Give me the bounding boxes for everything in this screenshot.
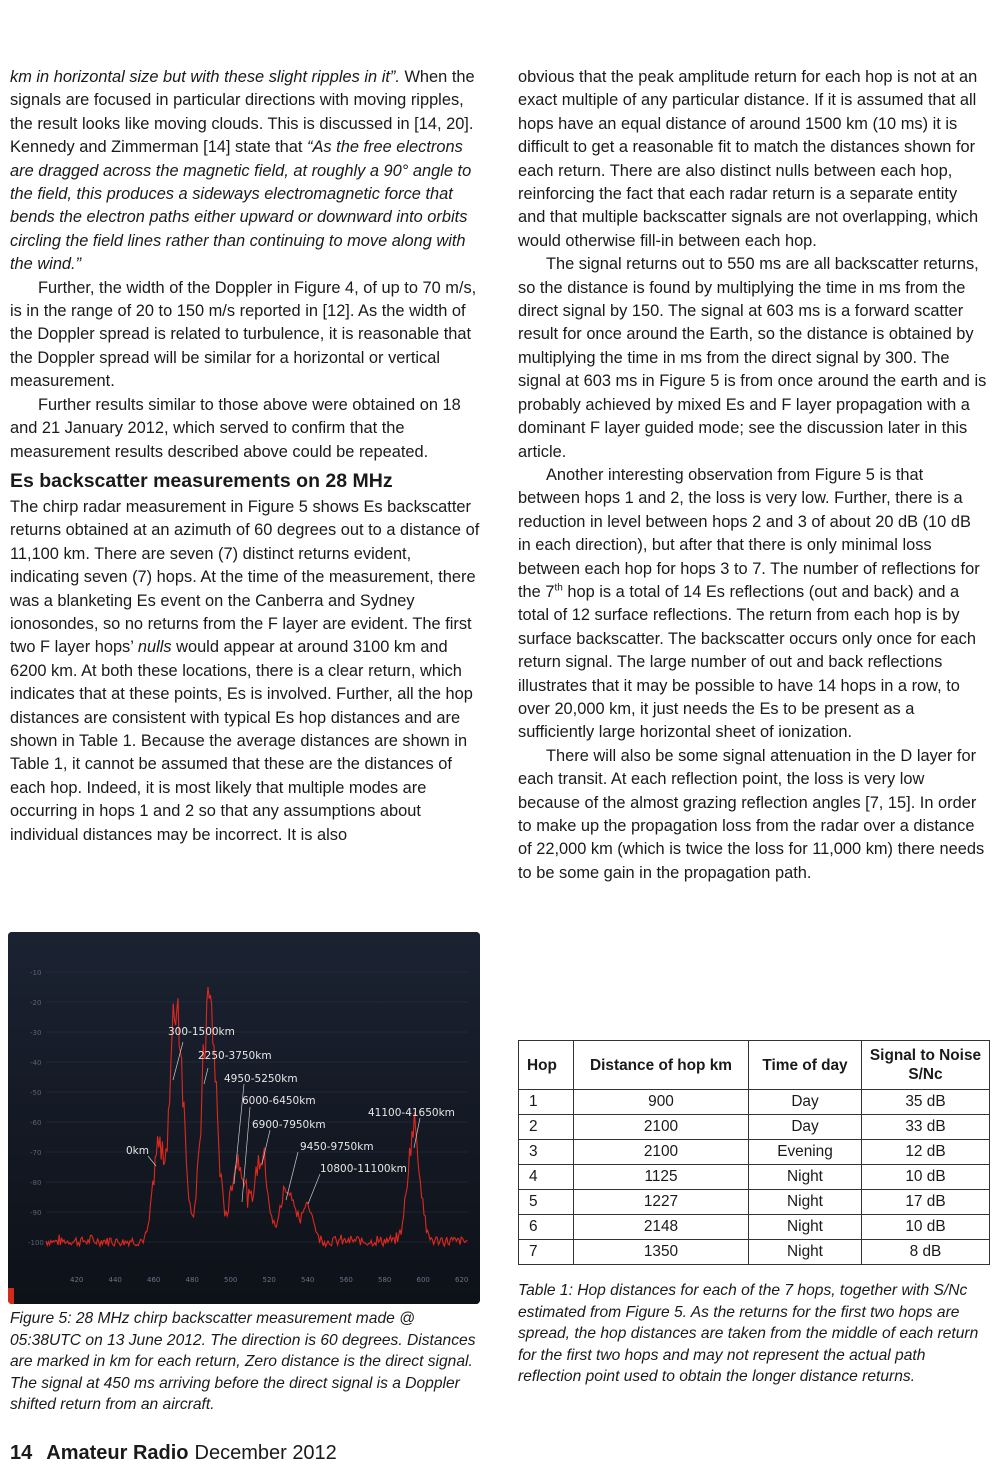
cell-distance: 1350 (574, 1240, 749, 1265)
hop-table-container (518, 1040, 990, 1265)
cell-distance: 2100 (574, 1140, 749, 1165)
text-fragment: would appear at around 3100 km and 6200 km. At both these locations, there is a clear return, which indicates that at these points, Es is involved. Further, all the hop distances are consistent with typical Es hop distances and are shown in Table 1. Because the average distances are shown in Table 1, it cannot be assumed that these are the distances of each hop. Indeed, it is most likely that multiple modes are occurring in hops 1 and 2 so that any assumptions about individual distances may be incorrect. It is also (10, 638, 473, 844)
table-row (519, 1090, 990, 1115)
cell-time: Night (749, 1165, 862, 1190)
cell-time: Evening (749, 1140, 862, 1165)
table-header-row (519, 1041, 990, 1090)
left-column (10, 66, 480, 847)
cell-snr: 8 dB (862, 1240, 990, 1265)
cell-hop: 5 (519, 1190, 574, 1215)
cell-hop: 7 (519, 1240, 574, 1265)
cell-time: Day (749, 1115, 862, 1140)
header-time: Time of day (749, 1041, 862, 1090)
cell-snr: 35 dB (862, 1090, 990, 1115)
x-tick-label: 620 (455, 1276, 469, 1284)
cell-snr: 10 dB (862, 1165, 990, 1190)
label-hop6: 9450-9750km (300, 1141, 374, 1153)
label-around-earth: 41100-41650km (368, 1107, 455, 1119)
header-snr: Signal to Noise S/Nc (862, 1041, 990, 1090)
label-hop1: 300-1500km (168, 1026, 235, 1038)
header-distance: Distance of hop km (574, 1041, 749, 1090)
quote: “As the free electrons are dragged across the magnetic field, at roughly a 90° angle to the field, this produces a sideways electromagnetic force that bends the electron paths either upward or downward into orbits circling the field lines rather than continuing to move along with the wind.” (10, 138, 472, 274)
svg-text:-90: -90 (30, 1209, 42, 1217)
cell-distance: 2100 (574, 1115, 749, 1140)
x-tick-label: 520 (262, 1276, 276, 1284)
cell-distance: 1125 (574, 1165, 749, 1190)
table-row (519, 1115, 990, 1140)
x-tick-label: 480 (185, 1276, 199, 1284)
paragraph: Further results similar to those above were obtained on 18 and 21 January 2012, which served to confirm that the measurement results described above could be repeated. (10, 395, 461, 461)
label-0km: 0km (126, 1145, 149, 1157)
svg-text:-80: -80 (30, 1179, 42, 1187)
label-hop2: 2250-3750km (198, 1050, 272, 1062)
svg-text:-10: -10 (30, 969, 42, 977)
x-tick-label: 540 (301, 1276, 315, 1284)
x-tick-label: 500 (224, 1276, 238, 1284)
paragraph: There will also be some signal attenuation in the D layer for each transit. At each reflection point, the loss is very low because of the almost grazing reflection angles [7, 15]. In order to make up the propagation loss from the radar over a distance of 22,000 km (which is twice the loss for 11,000 km) there needs to be some gain in the propagation path. (518, 746, 985, 882)
text-fragment: When the signals are focused in particular directions with moving ripples, the result looks like moving clouds. This is discussed in [14, 20]. Kennedy and Zimmerman [14] state that (10, 68, 475, 157)
svg-text:-70: -70 (30, 1149, 42, 1157)
paragraph (518, 464, 988, 745)
table-row (519, 1215, 990, 1240)
cell-time: Day (749, 1090, 862, 1115)
cell-time: Night (749, 1190, 862, 1215)
cell-time: Night (749, 1215, 862, 1240)
radar-svg (8, 932, 480, 1304)
cell-snr: 12 dB (862, 1140, 990, 1165)
cell-time: Night (749, 1240, 862, 1265)
issue-date: December 2012 (194, 1442, 337, 1464)
hop-table (518, 1040, 990, 1265)
paragraph: The signal returns out to 550 ms are all backscatter returns, so the distance is found by multiplying the time in ms from the direct signal by 150. The signal at 603 ms is a forward scatter result for once around the Earth, so the distance is obtained by multiplying the time in ms from the direct signal by 300. The signal at 603 ms in Figure 5 is from once around the earth and is probably achieved by mixed Es and F layer propagation with a dominant F layer guided mode; see the discussion later in this article. (518, 255, 987, 461)
paragraph (10, 66, 480, 277)
x-tick-label: 560 (339, 1276, 353, 1284)
paragraph: obvious that the peak amplitude return for each hop is not at an exact multiple of any particular distance. If it is assumed that all hops have an equal distance of around 1500 km (10 ms) it is difficult to get a reasonable fit to match the distances shown for each return. There are also distinct nulls between each hop, reinforcing the fact that each radar return is a separate entity and that multiple backscatter signals are not overlapping, which would otherwise fill-in between each hop. (518, 68, 979, 250)
svg-text:-40: -40 (30, 1059, 42, 1067)
cell-hop: 1 (519, 1090, 574, 1115)
italic-fragment: nulls (137, 638, 172, 657)
figure-caption: Figure 5: 28 MHz chirp backscatter measurement made @ 05:38UTC on 13 June 2012. The direction is 60 degrees. Distances are marked in km for each return, Zero distance is the direct signal. The signal at 450 ms arriving before the direct signal is a Doppler shifted return from an aircraft. (10, 1310, 476, 1414)
section-heading: Es backscatter measurements on 28 MHz (10, 469, 393, 492)
page-footer (10, 1440, 337, 1466)
cell-snr: 10 dB (862, 1215, 990, 1240)
table-row (519, 1190, 990, 1215)
svg-text:-60: -60 (30, 1119, 42, 1127)
cell-distance: 2148 (574, 1215, 749, 1240)
cell-distance: 900 (574, 1090, 749, 1115)
paragraph (10, 496, 480, 847)
x-tick-label: 580 (378, 1276, 392, 1284)
right-column (518, 66, 988, 885)
label-hop5: 6900-7950km (252, 1119, 326, 1131)
table-row (519, 1240, 990, 1265)
figure-5-radar-plot (8, 932, 480, 1304)
cell-snr: 33 dB (862, 1115, 990, 1140)
x-tick-label: 600 (416, 1276, 430, 1284)
superscript: th (554, 582, 563, 594)
x-tick-label: 440 (108, 1276, 122, 1284)
paragraph: Further, the width of the Doppler in Figure 4, of up to 70 m/s, is in the range of 20 to 150 m/s reported in [12]. As the width of the Doppler spread is related to turbulence, it is reasonable that the Doppler spread will be similar for a horizontal or vertical measurement. (10, 278, 477, 391)
text-fragment: hop is a total of 14 Es reflections (out and back) and a total of 12 surface reflections. The return from each hop is by surface backscatter. The backscatter occurs only once for each return signal. The large number of out and back reflections illustrates that it may be possible to have 14 hops in a row, to over 20,000 km, it just needs the Es to be present as a sufficiently large horizontal sheet of ionization. (518, 582, 976, 742)
italic-fragment: km in horizontal size but with these slight ripples in it”. (10, 68, 400, 86)
svg-text:-30: -30 (30, 1029, 42, 1037)
cell-hop: 4 (519, 1165, 574, 1190)
label-hop7: 10800-11100km (320, 1163, 407, 1175)
cell-hop: 6 (519, 1215, 574, 1240)
text-fragment: Another interesting observation from Figure 5 is that between hops 1 and 2, the loss is very low. Further, there is a reduction in level between hops 2 and 3 of about 20 dB (10 dB in each direction), but after that there is only minimal loss between each hop for hops 3 to 7. The number of reflections for the 7 (518, 465, 980, 601)
corner-marker (8, 1288, 14, 1304)
svg-text:-20: -20 (30, 999, 42, 1007)
x-tick-label: 420 (70, 1276, 84, 1284)
text-fragment: The chirp radar measurement in Figure 5 shows Es backscatter returns obtained at an azimuth of 60 degrees out to a distance of 11,100 km. There are seven (7) distinct returns evident, indicating seven (7) hops. At the time of the measurement, there was a blanketing Es event on the Canberra and Sydney ionosondes, so no returns from the F layer are evident. The first two F layer hops’ (10, 497, 480, 657)
label-hop3: 4950-5250km (224, 1073, 298, 1085)
x-tick-label: 460 (147, 1276, 161, 1284)
table-row (519, 1140, 990, 1165)
cell-distance: 1227 (574, 1190, 749, 1215)
cell-snr: 17 dB (862, 1190, 990, 1215)
page-number: 14 (10, 1442, 33, 1464)
table-caption: Table 1: Hop distances for each of the 7 hops, together with S/Nc estimated from Figure 5. As the returns for the first two hops are spread, the hop distances are taken from the middle of each return for the first two hops and may not represent the actual path reflection point used to obtain the longer distance returns. (518, 1282, 979, 1386)
header-hop: Hop (519, 1041, 574, 1090)
cell-hop: 2 (519, 1115, 574, 1140)
cell-hop: 3 (519, 1140, 574, 1165)
label-hop4: 6000-6450km (242, 1095, 316, 1107)
svg-text:-100: -100 (28, 1239, 44, 1247)
table-row (519, 1165, 990, 1190)
magazine-name: Amateur Radio (46, 1442, 189, 1464)
table-body (519, 1090, 990, 1265)
svg-text:-50: -50 (30, 1089, 42, 1097)
